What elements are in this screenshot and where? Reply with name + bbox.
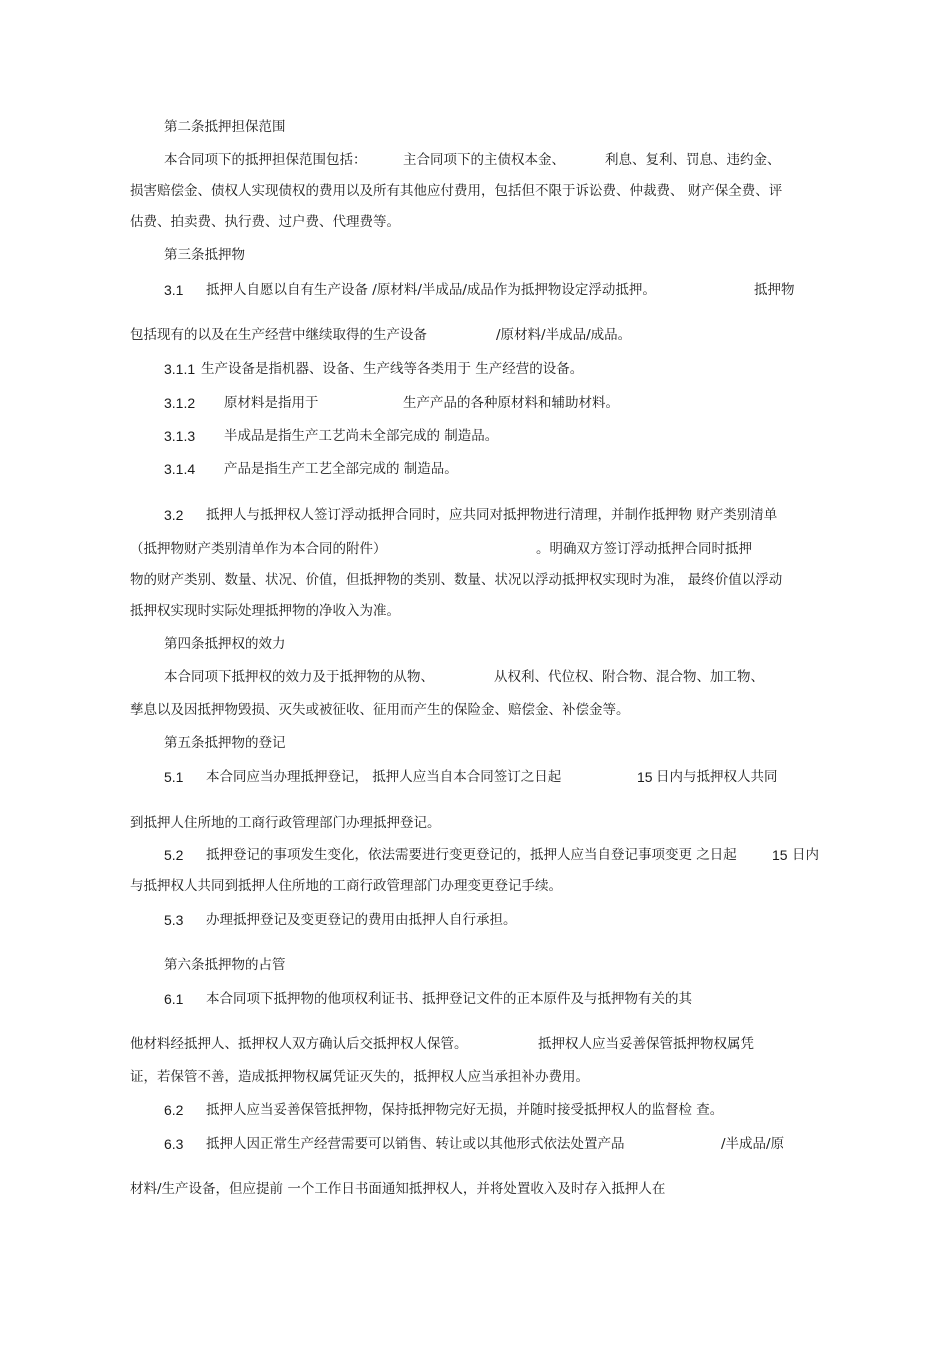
article-5-heading — [164, 734, 286, 752]
clause-number: 6.2 — [164, 1102, 184, 1118]
clause-number: 5.2 — [164, 847, 184, 863]
text-segment: 办理抵押登记及变更登记的费用由抵押人自行承担。 — [206, 912, 517, 928]
text-segment: 估费、拍卖费、执行费、过户费、代理费等。 — [130, 214, 400, 230]
text-segment: 抵押权人应当妥善保管抵押物权属凭 — [538, 1036, 754, 1052]
paragraph-line — [130, 571, 782, 589]
article-4-heading — [164, 635, 286, 653]
clause-number: 5.3 — [164, 912, 184, 928]
text-segment: 日内与抵押权人共同 — [656, 769, 778, 785]
text-segment: 抵押权实现时实际处理抵押物的净收入为准。 — [130, 603, 400, 619]
text-segment: 第五条抵押物的登记 — [164, 735, 286, 751]
text-segment: 本合同项下的抵押担保范围包括： — [164, 152, 367, 168]
text-segment: 抵押人自愿以自有生产设备 /原材料/半成品/成品作为抵押物设定浮动抵押。 — [206, 282, 656, 298]
article-6-heading — [164, 956, 286, 974]
text-segment: 半成品是指生产工艺尚未全部完成的 制造品。 — [224, 428, 499, 444]
text-segment: /原材料/半成品/成品。 — [496, 327, 632, 343]
text-segment: 从权利、代位权、附合物、混合物、加工物、 — [494, 669, 764, 685]
text-segment: 第六条抵押物的占管 — [164, 957, 286, 973]
clause-number: 3.1.3 — [164, 428, 196, 444]
paragraph-line — [130, 814, 441, 832]
clause-number: 3.1 — [164, 282, 184, 298]
paragraph-line — [130, 1180, 665, 1198]
text-segment: 本合同应当办理抵押登记， 抵押人应当自本合同签订之日起 — [206, 769, 562, 785]
text-segment: 包括现有的以及在生产经营中继续取得的生产设备 — [130, 327, 427, 343]
text-segment: 产品是指生产工艺全部完成的 制造品。 — [224, 461, 458, 477]
text-segment: 。明确双方签订浮动抵押合同时抵押 — [536, 541, 752, 557]
text-segment: 生产产品的各种原材料和辅助材料。 — [403, 395, 619, 411]
day-count: 15 — [772, 847, 788, 863]
day-count: 15 — [637, 769, 653, 785]
text-segment: 原材料是指用于 — [224, 395, 319, 411]
clause-number: 3.1.4 — [164, 461, 196, 477]
text-segment: 抵押物 — [754, 282, 795, 298]
paragraph-line — [130, 701, 630, 719]
text-segment: 利息、复利、罚息、违约金、 — [605, 152, 781, 168]
text-segment: 本合同项下抵押物的他项权利证书、抵押登记文件的正本原件及与抵押物有关的其 — [206, 991, 692, 1007]
text-segment: 孳息以及因抵押物毁损、灭失或被征收、征用而产生的保险金、赔偿金、补偿金等。 — [130, 702, 630, 718]
clause-number: 6.3 — [164, 1136, 184, 1152]
paragraph-line — [130, 877, 562, 895]
article-3-heading — [164, 246, 245, 264]
text-segment: /半成品/原 — [721, 1136, 785, 1152]
text-segment: 证，若保管不善，造成抵押物权属凭证灭失的，抵押权人应当承担补办费用。 — [130, 1069, 589, 1085]
text-segment: 抵押登记的事项发生变化，依法需要进行变更登记的，抵押人应当自登记事项变更 之日起 — [206, 847, 737, 863]
text-segment: 本合同项下抵押权的效力及于抵押物的从物、 — [164, 669, 434, 685]
text-segment: 抵押人与抵押权人签订浮动抵押合同时，应共同对抵押物进行清理，并制作抵押物 财产类别清单 — [206, 507, 778, 523]
text-segment: 材料/生产设备，但应提前 一个工作日书面通知抵押权人，并将处置收入及时存入抵押人在 — [130, 1181, 666, 1197]
text-segment: 损害赔偿金、债权人实现债权的费用以及所有其他应付费用，包括但不限于诉讼费、仲裁费、 财产保全费、评 — [130, 183, 783, 199]
text-segment: 第二条抵押担保范围 — [164, 119, 286, 135]
clause-number: 3.1.2 — [164, 395, 196, 411]
clause-number: 3.2 — [164, 507, 184, 523]
text-segment: 第三条抵押物 — [164, 247, 245, 263]
text-segment: 与抵押权人共同到抵押人住所地的工商行政管理部门办理变更登记手续。 — [130, 878, 562, 894]
paragraph-line — [130, 1068, 589, 1086]
paragraph-line — [130, 213, 400, 231]
paragraph-line — [130, 602, 400, 620]
text-segment: 抵押人应当妥善保管抵押物，保持抵押物完好无损，并随时接受抵押权人的监督检 查。 — [206, 1102, 724, 1118]
text-segment: 到抵押人住所地的工商行政管理部门办理抵押登记。 — [130, 815, 441, 831]
text-segment: 日内 — [792, 847, 819, 863]
clause-number: 3.1.1 — [164, 361, 196, 377]
text-segment: 抵押人因正常生产经营需要可以销售、转让或以其他形式依法处置产品 — [206, 1136, 625, 1152]
text-segment: 物的财产类别、数量、状况、价值，但抵押物的类别、数量、状况以浮动抵押权实现时为准， 最终价值以浮动 — [130, 572, 783, 588]
clause-number: 6.1 — [164, 991, 184, 1007]
text-segment: 主合同项下的主债权本金、 — [403, 152, 565, 168]
article-2-heading — [164, 118, 286, 136]
clause-number: 5.1 — [164, 769, 184, 785]
paragraph-line — [130, 182, 782, 200]
text-segment: 第四条抵押权的效力 — [164, 636, 286, 652]
text-segment: （抵押物财产类别清单作为本合同的附件） — [130, 541, 387, 557]
text-segment: 他材料经抵押人、抵押权人双方确认后交抵押权人保管。 — [130, 1036, 468, 1052]
text-segment: 生产设备是指机器、设备、生产线等各类用于 生产经营的设备。 — [201, 361, 584, 377]
